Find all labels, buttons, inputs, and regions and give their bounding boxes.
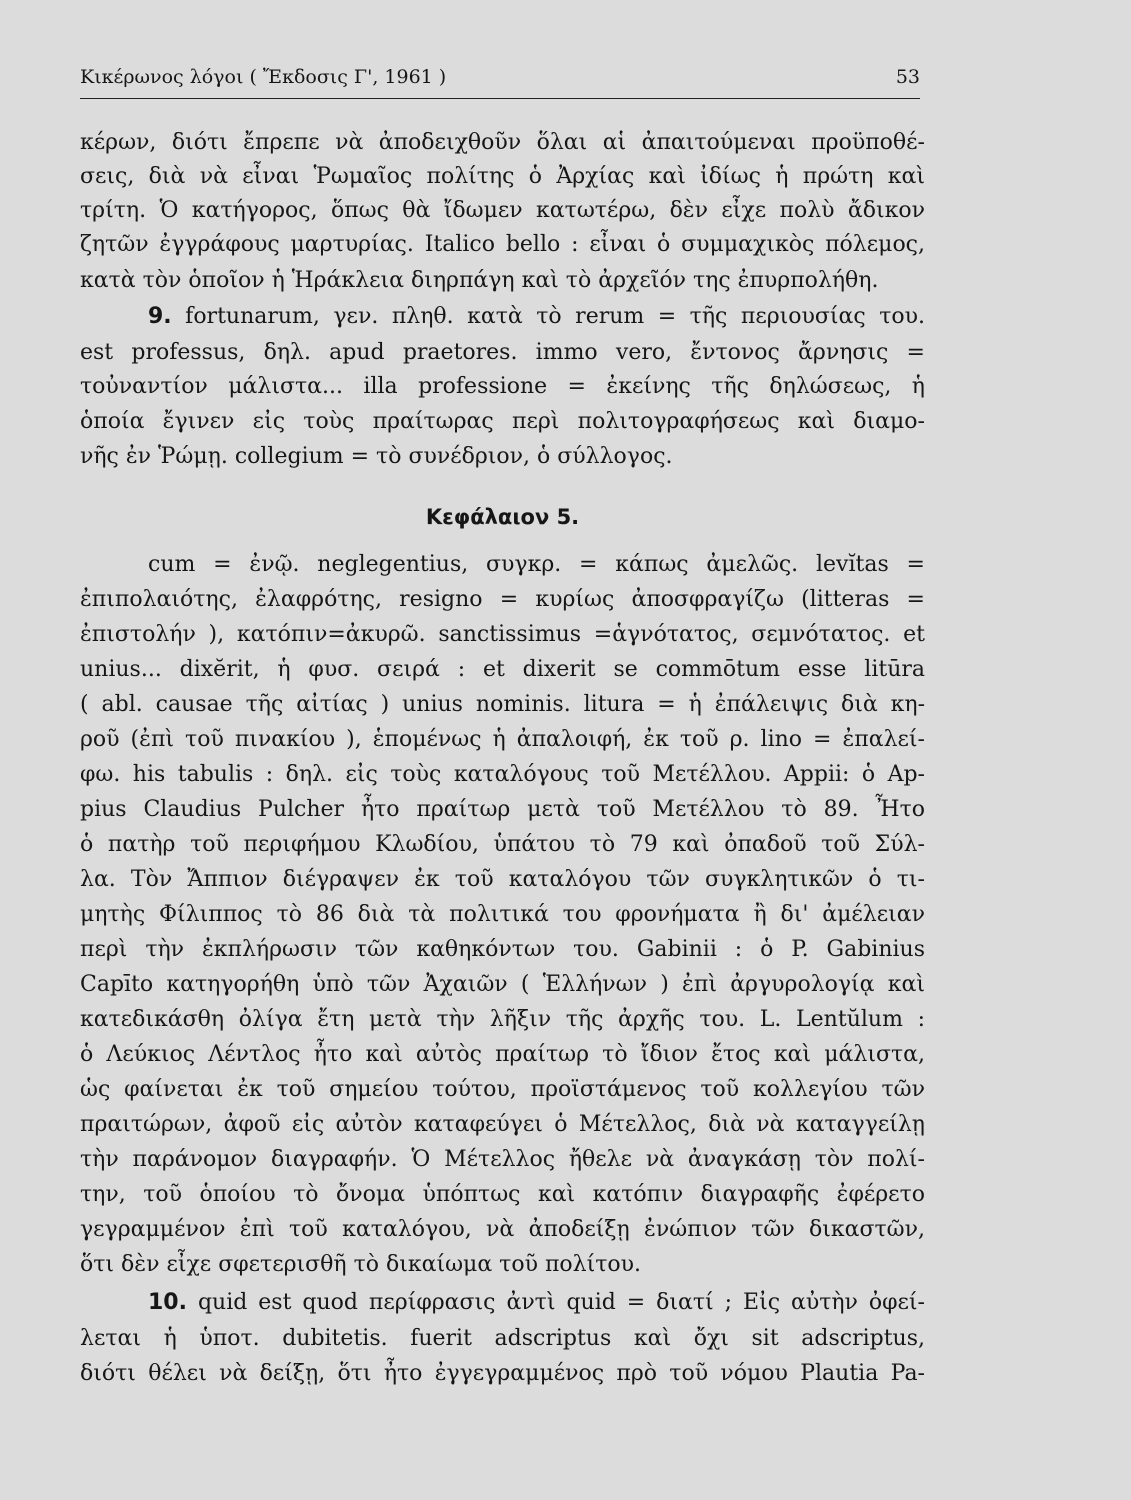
text-line: τοὐναντίον μάλιστα... illa professione = ἐκείνης τῆς δηλώσεως, ἡ [80, 374, 925, 399]
running-header [80, 62, 920, 92]
text-line: διότι θέλει νὰ δείξῃ, ὅτι ἦτο ἐγγεγραμμένος πρὸ τοῦ νόμου Plautia Pa- [80, 1361, 925, 1386]
text-span: quid est quod περίφρασις ἀντὶ quid = διατί ; Εἰς αὐτὴν ὀφεί- [197, 1290, 925, 1315]
page-number: 53 [895, 66, 920, 88]
text-line: μητὴς Φίλιππος τὸ 86 διὰ τὰ πολιτικά του φρονήματα ἢ δι' ἀμέλειαν [80, 902, 925, 927]
text-line: ροῦ (ἐπὶ τοῦ πινακίου ), ἑπομένως ἡ ἀπαλοιφή, ἐκ τοῦ ρ. lino = ἐπαλεί- [80, 727, 925, 752]
text-line: σεις, διὰ νὰ εἶναι Ῥωμαῖος πολίτης ὁ Ἀρχίας καὶ ἰδίως ἡ πρώτη καὶ [80, 164, 925, 189]
numbered-line [80, 1286, 925, 1320]
text-line: τρίτη. Ὁ κατήγορος, ὅπως θὰ ἴδωμεν κατωτέρω, δὲν εἶχε πολὺ ἄδικον [80, 198, 925, 223]
text-line: την, τοῦ ὁποίου τὸ ὄνομα ὑπόπτως καὶ κατόπιν διαγραφῆς ἐφέρετο [80, 1182, 925, 1207]
text-line: cum = ἐνῷ. neglegentius, συγκρ. = κάπως ἀμελῶς. levĭtas = [148, 552, 925, 577]
text-line: ὁποία ἔγινεν εἰς τοὺς πραίτωρας περὶ πολιτογραφήσεως καὶ διαμο- [80, 409, 925, 434]
text-line: κέρων, διότι ἔπρεπε νὰ ἀποδειχθοῦν ὅλαι αἱ ἀπαιτούμεναι προϋποθέ- [80, 130, 925, 155]
text-line: Capīto κατηγορήθη ὑπὸ τῶν Ἀχαιῶν ( Ἑλλήνων ) ἐπὶ ἀργυρολογίᾳ καὶ [80, 972, 925, 997]
text-line: ὁ πατὴρ τοῦ περιφήμου Κλωδίου, ὑπάτου τὸ 79 καὶ ὀπαδοῦ τοῦ Σύλ- [80, 832, 925, 857]
text-line: ὅτι δὲν εἶχε σφετερισθῆ τὸ δικαίωμα τοῦ πολίτου. [80, 1252, 642, 1277]
text-line: κατεδικάσθη ὀλίγα ἔτη μετὰ τὴν λῆξιν τῆς ἀρχῆς του. L. Lentŭlum : [80, 1007, 925, 1032]
text-line: pius Claudius Pulcher ἦτο πραίτωρ μετὰ τοῦ Μετέλλου τὸ 89. Ἦτο [80, 797, 925, 822]
text-line: ὡς φαίνεται ἐκ τοῦ σημείου τούτου, προϊστάμενος τοῦ κολλεγίου τῶν [80, 1077, 925, 1102]
text-line: ζητῶν ἐγγράφους μαρτυρίας. Italico bello : εἶναι ὁ συμμαχικὸς πόλεμος, [80, 232, 925, 257]
text-line: φω. his tabulis : δηλ. εἰς τοὺς καταλόγους τοῦ Μετέλλου. Appii: ὁ Ap- [80, 762, 925, 787]
text-line: unius... dixĕrit, ἡ φυσ. σειρά : et dixerit se commōtum esse litūra [80, 657, 925, 682]
section-number: 10. [148, 1290, 187, 1315]
text-line: γεγραμμένον ἐπὶ τοῦ καταλόγου, νὰ ἀποδείξῃ ἐνώπιον τῶν δικαστῶν, [80, 1217, 925, 1242]
text-line: κατὰ τὸν ὁποῖον ἡ Ἡράκλεια διηρπάγη καὶ τὸ ἀρχεῖόν της ἐπυρπολήθη. [80, 268, 879, 293]
text-line: ἐπιπολαιότης, ἐλαφρότης, resigno = κυρίως ἀποσφραγίζω (litteras = [80, 587, 925, 612]
header-rule [80, 98, 920, 99]
text-line: λα. Τὸν Ἄππιον διέγραψεν ἐκ τοῦ καταλόγου τῶν συγκλητικῶν ὁ τι- [80, 867, 925, 892]
text-line: λεται ἡ ὑποτ. dubitetis. fuerit adscriptus καὶ ὄχι sit adscriptus, [80, 1326, 925, 1351]
text-line: ἐπιστολήν ), κατόπιν=ἀκυρῶ. sanctissimus =ἁγνότατος, σεμνότατος. et [80, 622, 925, 647]
text-line: νῆς ἐν Ῥώμῃ. collegium = τὸ συνέδριον, ὁ σύλλογος. [80, 444, 673, 469]
text-line: πραιτώρων, ἀφοῦ εἰς αὐτὸν καταφεύγει ὁ Μέτελλος, διὰ νὰ καταγγείλῃ [80, 1112, 925, 1137]
text-span: fortunarum, γεν. πληθ. κατὰ τὸ rerum = τῆς περιουσίας του. [185, 304, 925, 329]
text-line: τὴν παράνομον διαγραφήν. Ὁ Μέτελλος ἤθελε νὰ ἀναγκάσῃ τὸν πολί- [80, 1147, 925, 1172]
text-line: ὁ Λεύκιος Λέντλος ἦτο καὶ αὐτὸς πραίτωρ τὸ ἴδιον ἔτος καὶ μάλιστα, [80, 1042, 925, 1067]
numbered-line [80, 300, 925, 334]
text-line: περὶ τὴν ἐκπλήρωσιν τῶν καθηκόντων του. Gabinii : ὁ P. Gabinius [80, 937, 925, 962]
section-number: 9. [148, 304, 172, 329]
chapter-heading: Κεφάλαιον 5. [425, 505, 580, 529]
running-title: Κικέρωνος λόγοι ( Ἔκδοσις Γ', 1961 ) [80, 66, 447, 88]
text-line: ( abl. causae τῆς αἰτίας ) unius nominis. litura = ἡ ἐπάλειψις διὰ κη- [80, 692, 925, 717]
text-line: est professus, δηλ. apud praetores. immo vero, ἔντονος ἄρνησις = [80, 340, 925, 365]
